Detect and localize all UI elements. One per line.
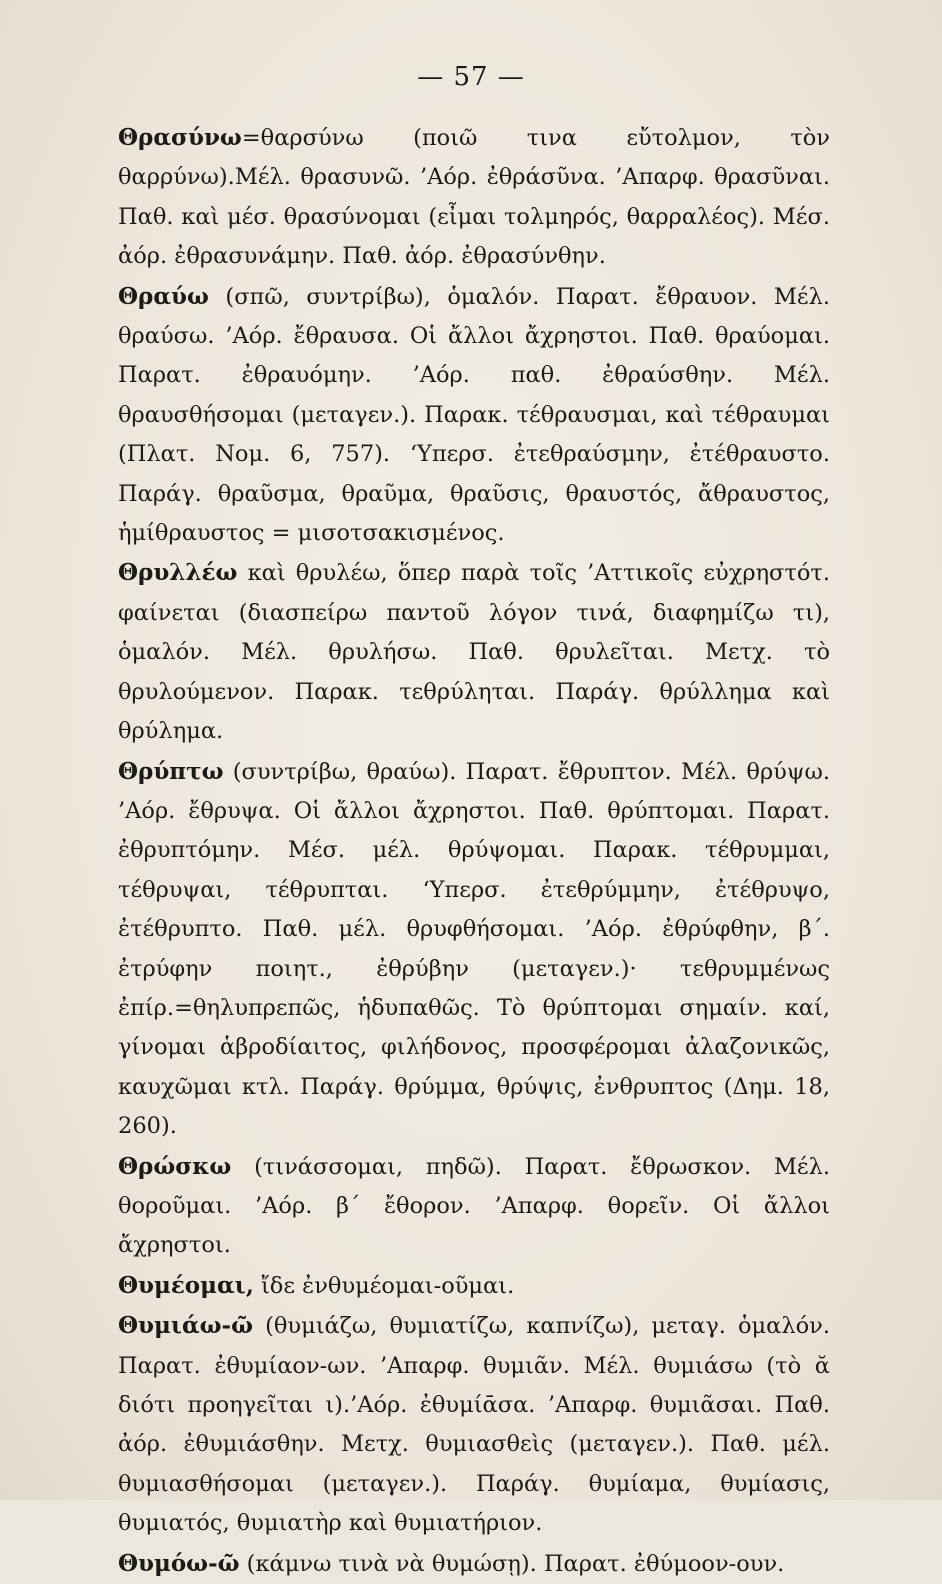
entry-headword: Θυμόω-ῶ	[118, 1549, 240, 1577]
entry-headword: Θρύπτω	[118, 757, 224, 785]
entry-headword: Θρασύνω	[118, 124, 242, 151]
entry-headword: Θυμέομαι,	[118, 1271, 254, 1299]
dictionary-entry	[118, 118, 830, 277]
dictionary-entry	[118, 1544, 830, 1584]
entry-headword: Θραύω	[118, 282, 209, 310]
entry-body: (συντρίβω, θραύω). Παρατ. ἔθρυπτον. Μέλ. θρύψω. ’Αόρ. ἔθρυψα. Οἱ ἄλλοι ἄχρηστοι. Παθ. θρύπτομαι. Παρατ. ἐθρυπτόμην. Μέσ. μέλ. θρύψομαι. Παρακ. τέθρυμμαι, τέθρυψαι, τέθρυπται. ‘Υπερσ. ἐτεθρύμμην, ἐτέθρυψο, ἐτέθρυπτο. Παθ. μέλ. θρυφθήσομαι. ’Αόρ. ἐθρύφθην, β΄. ἐτρύφην ποιητ., ἐθρύβην (μεταγεν.)· τεθρυμμένως ἐπίρ.=θηλυπρεπῶς, ἡδυπαθῶς. Τὸ θρύπτομαι σημαίν. καί, γίνομαι ἁβροδίαιτος, φιλήδονος, προσφέρομαι ἀλαζονικῶς, καυχῶμαι κτλ. Παράγ. θρύμμα, θρύψις, ἐνθρυπτος (Δημ. 18, 260).	[118, 758, 830, 1140]
entry-body: καὶ θρυλέω, ὅπερ παρὰ τοῖς ’Αττικοῖς εὐχρηστότ. φαίνεται (διασπείρω παντοῦ λόγον τινά, διαφημίζω τι), ὁμαλόν. Μέλ. θρυλήσω. Παθ. θρυλεῖται. Μετχ. τὸ θρυλούμενον. Παρακ. τεθρύληται. Παράγ. θρύλλημα καὶ θρύλημα.	[118, 560, 830, 745]
entry-headword: Θυμιάω-ῶ	[118, 1312, 254, 1340]
entry-headword: Θρυλλέω	[118, 559, 238, 587]
entry-body: (θυμιάζω, θυμιατίζω, καπνίζω), μεταγ. ὁμαλόν. Παρατ. ἐθυμίαον-ων. ’Απαρφ. θυμιᾶν. Μέλ. θυμιάσω (τὸ ᾰ διότι προηγεῖται ι).’Αόρ. ἐθυμίᾱσα. ’Απαρφ. θυμιᾶσαι. Παθ. ἀόρ. ἐθυμιάσθην. Μετχ. θυμιασθεὶς (μεταγεν.). Παθ. μέλ. θυμιασθήσομαι (μεταγεν.). Παράγ. θυμίαμα, θυμίασις, θυμιατός, θυμιατὴρ καὶ θυμιατήριον.	[118, 1313, 830, 1537]
dictionary-entry	[118, 277, 830, 554]
entry-body: (τινάσσομαι, πηδῶ). Παρατ. ἔθρωσκον. Μέλ. θοροῦμαι. ’Αόρ. β΄ ἔθορον. ’Απαρφ. θορεῖν. Οἱ ἄλλοι ἄχρηστοι.	[118, 1153, 830, 1259]
entry-body: ἴδε ἐνθυμέομαι-οῦμαι.	[260, 1272, 515, 1299]
dictionary-entry	[118, 752, 830, 1147]
dictionary-entry	[118, 1266, 830, 1306]
entry-headword: Θρώσκω	[118, 1152, 232, 1180]
page-number: — 57 —	[417, 62, 525, 92]
dictionary-entry	[118, 553, 830, 751]
entry-body: =θαρσύνω (ποιῶ τινα εὔτολμον, τὸν θαρρύνω).Μέλ. θρασυνῶ. ’Αόρ. ἐθράσῦνα. ’Απαρφ. θρασῦναι. Παθ. καὶ μέσ. θρασύνομαι (εἶμαι τολμηρός, θαρραλέος). Μέσ. ἀόρ. ἐθρασυνάμην. Παθ. ἀόρ. ἐθρασύνθην.	[118, 125, 830, 270]
dictionary-entry	[118, 1306, 830, 1543]
entry-body: (σπῶ, συντρίβω), ὁμαλόν. Παρατ. ἔθραυον. Μέλ. θραύσω. ’Αόρ. ἔθραυσα. Οἱ ἄλλοι ἄχρηστοι. Παθ. θραύομαι. Παρατ. ἐθραυόμην. ’Αόρ. παθ. ἐθραύσθην. Μέλ. θραυσθήσομαι (μεταγεν.). Παρακ. τέθραυσμαι, καὶ τέθραυμαι (Πλατ. Νομ. 6, 757). ‘Υπερσ. ἐτεθραύσμην, ἐτέθραυστο. Παράγ. θραῦσμα, θραῦμα, θραῦσις, θραυστός, ἄθραυστος, ἡμίθραυστος = μισοτσακισμένος.	[118, 283, 830, 547]
dictionary-entry	[118, 1147, 830, 1266]
dictionary-text-column	[118, 118, 830, 1584]
entry-body: (κάμνω τινὰ νὰ θυμώσῃ). Παρατ. ἐθύμοον-ουν.	[246, 1550, 785, 1577]
